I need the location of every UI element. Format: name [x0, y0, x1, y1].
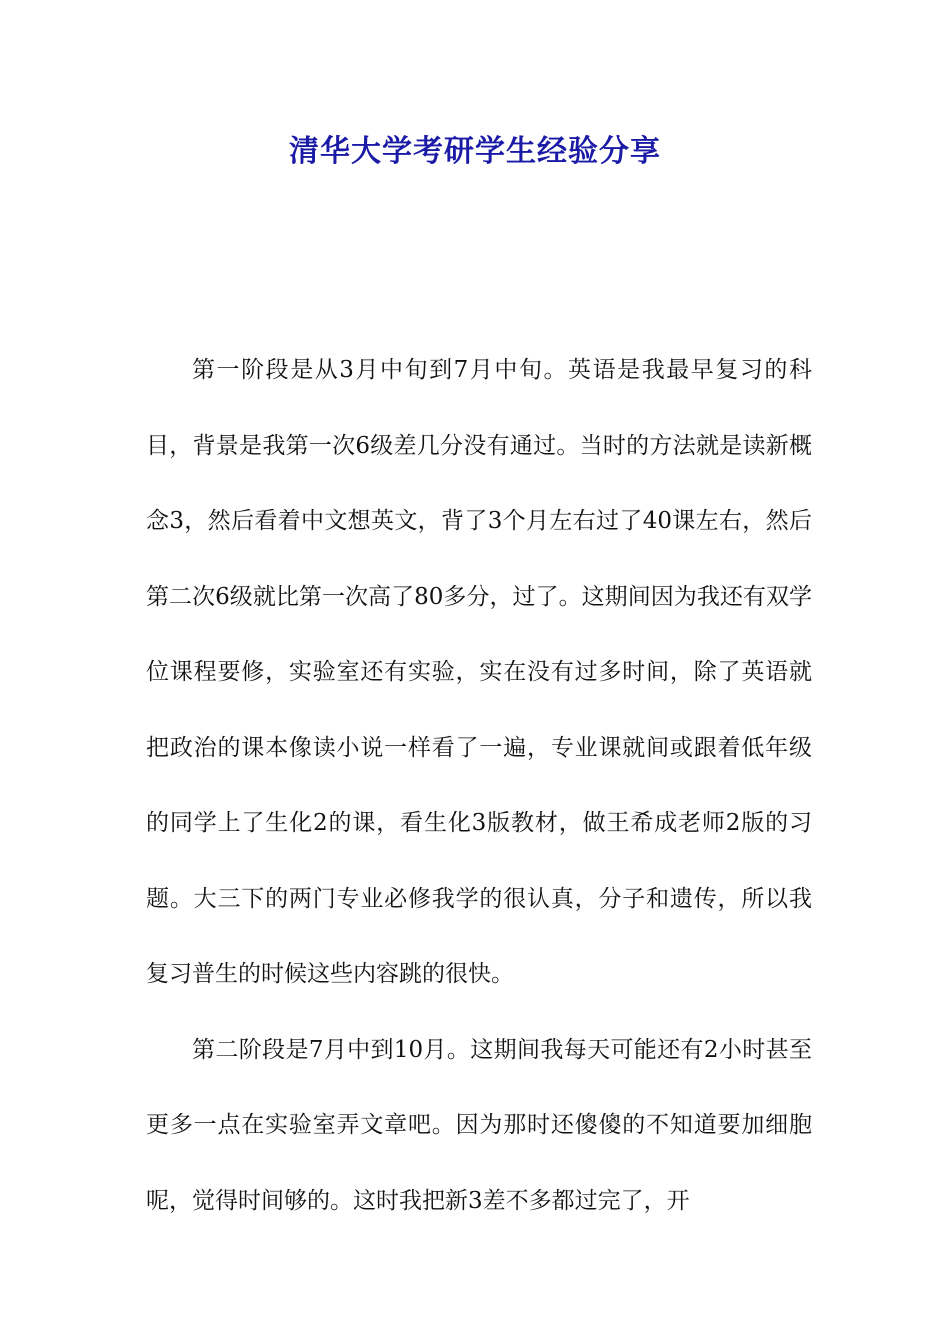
document-title: 清华大学考研学生经验分享 [289, 134, 661, 169]
document-body [146, 333, 812, 1239]
paragraph: 第二阶段是7月中到10月。这期间我每天可能还有2小时甚至更多一点在实验室弄文章吧。因为那时还傻傻的不知道要加细胞呢，觉得时间够的。这时我把新3差不多都过完了，开 [146, 1036, 812, 1214]
paragraph: 第一阶段是从3月中旬到7月中旬。英语是我最早复习的科目，背景是我第一次6级差几分没有通过。当时的方法就是读新概念3，然后看着中文想英文，背了3个月左右过了40课左右，然后第二次6级就比第一次高了80多分，过了。这期间因为我还有双学位课程要修，实验室还有实验，实在没有过多时间，除了英语就把政治的课本像读小说一样看了一遍，专业课就间或跟着低年级的同学上了生化2的课，看生化3版教材，做王希成老师2版的习题。大三下的两门专业必修我学的很认真，分子和遗传，所以我复习普生的时候这些内容跳的很快。 [146, 357, 812, 987]
